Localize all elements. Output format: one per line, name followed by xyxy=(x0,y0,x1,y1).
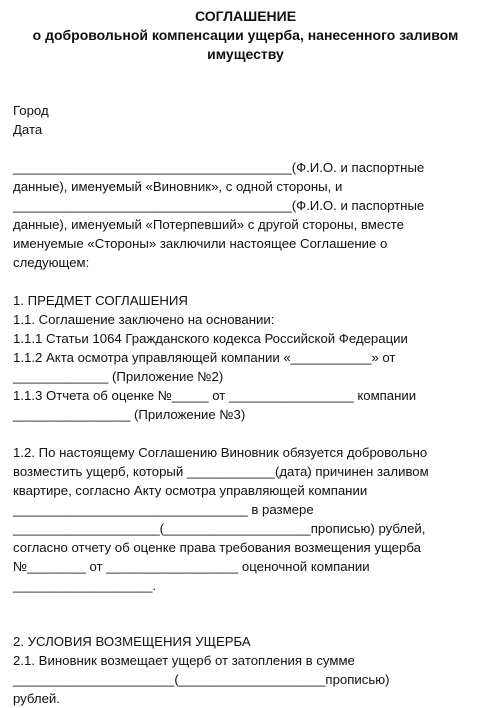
text-line: 1.1.3 Отчета об оценке №_____ от _________________ компании xyxy=(13,388,417,403)
text-line: ___________________. xyxy=(13,578,157,593)
text-line: ____________________(____________________прописью) рублей, xyxy=(13,521,426,536)
section-subject xyxy=(13,291,478,424)
text-line: 1.1. Соглашение заключено на основании: xyxy=(13,312,275,327)
text-line: ________________________________ в размере xyxy=(13,502,314,517)
text-line: ______________________(____________________прописью) xyxy=(13,672,390,687)
text-line: согласно отчету об оценке права требования возмещения ущерба xyxy=(13,540,421,555)
parties-paragraph xyxy=(13,158,478,272)
text-line: 1.2. По настоящему Соглашению Виновник обязуется добровольно xyxy=(13,445,428,460)
text-line: ______________________________________(Ф.И.О. и паспортные xyxy=(13,160,425,175)
text-line: ________________ (Приложение №3) xyxy=(13,407,246,422)
section-heading: 2. УСЛОВИЯ ВОЗМЕЩЕНИЯ УЩЕРБА xyxy=(13,634,251,649)
text-line: ______________________________________(Ф.И.О. и паспортные xyxy=(13,198,425,213)
text-line: 1.1.2 Акта осмотра управляющей компании «___________» от xyxy=(13,350,396,365)
title-line: СОГЛАШЕНИЕ xyxy=(194,8,297,24)
text-line: 2.1. Виновник возмещает ущерб от затопления в сумме xyxy=(13,653,355,668)
city-label: Город xyxy=(13,103,49,118)
text-line: квартире, согласно Акту осмотра управляющей компании xyxy=(13,483,368,498)
text-line: 1.1.1 Статьи 1064 Гражданского кодекса Российской Федерации xyxy=(13,331,408,346)
title-line: о добровольной компенсации ущерба, нанесенного заливом xyxy=(32,27,459,43)
date-label: Дата xyxy=(13,122,43,137)
section-conditions xyxy=(13,632,478,708)
text-line: данные), именуемый «Потерпевший» с другой стороны, вместе xyxy=(13,217,405,232)
text-line: №________ от __________________ оценочной компании xyxy=(13,559,370,574)
text-line: возместить ущерб, который ____________(дата) причинен заливом xyxy=(13,464,429,479)
text-line: _____________ (Приложение №2) xyxy=(13,369,224,384)
section-heading: 1. ПРЕДМЕТ СОГЛАШЕНИЯ xyxy=(13,293,188,308)
document-title xyxy=(0,7,491,64)
title-line: имуществу xyxy=(207,46,284,62)
text-line: следующем: xyxy=(13,255,90,270)
text-line: рублей. xyxy=(13,691,60,706)
document-body xyxy=(13,101,478,708)
text-line: именуемые «Стороны» заключили настоящее Соглашение о xyxy=(13,236,388,251)
clause-1-2 xyxy=(13,443,478,595)
document-header xyxy=(13,101,478,139)
text-line: данные), именуемый «Виновник», с одной стороны, и xyxy=(13,179,343,194)
